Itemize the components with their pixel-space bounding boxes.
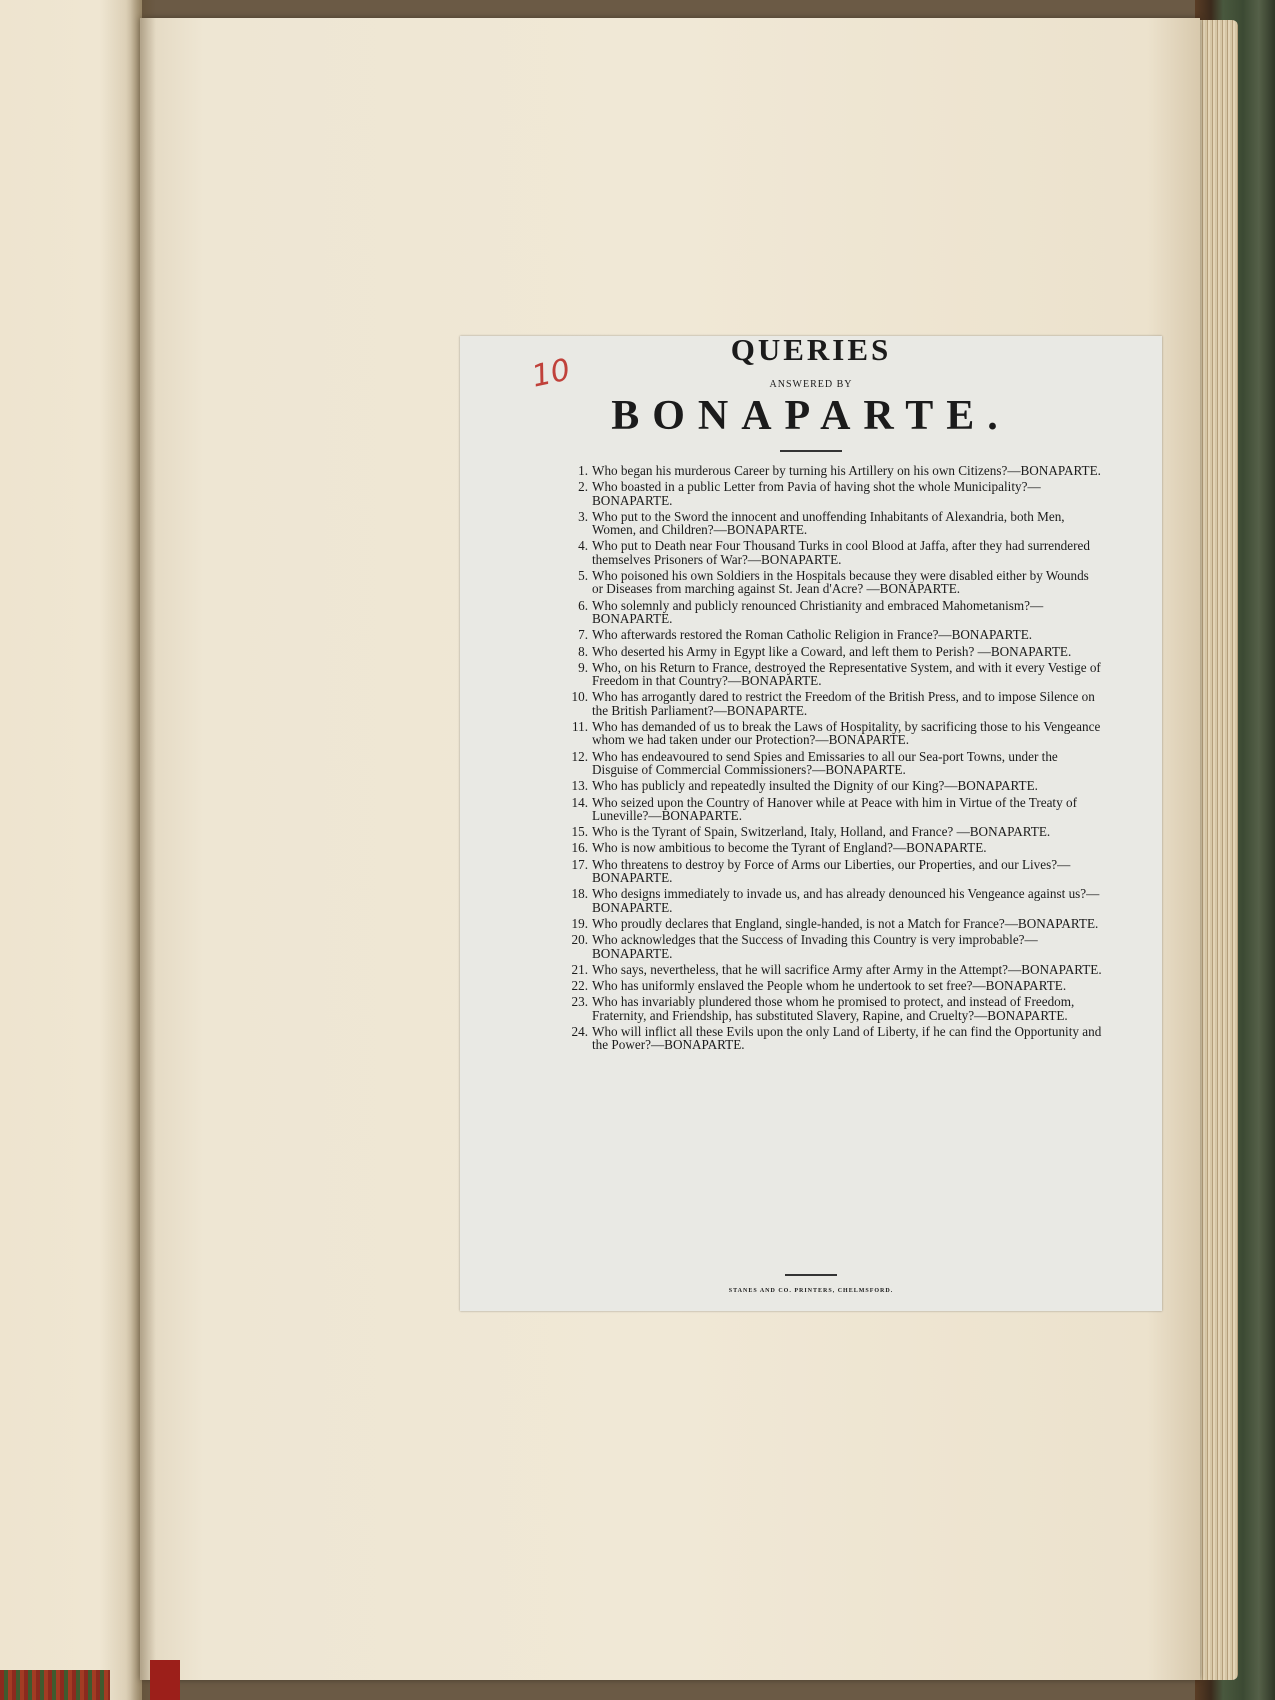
query-text: Who has invariably plundered those whom he promised to protect, and instead of Freedom, Fraternity, and Friendship, has substituted Slavery, Rapine, and Cruelty?—BONAPARTE. [592, 994, 1075, 1023]
query-number: 11. [572, 719, 588, 735]
query-number: 15. [571, 824, 588, 840]
query-number: 1. [578, 463, 588, 478]
query-item [562, 510, 1102, 537]
query-number: 20. [571, 932, 588, 948]
right-page [140, 18, 1200, 1680]
bookmark-tassel [0, 1670, 110, 1700]
query-number: 6. [578, 597, 588, 613]
query-item [562, 750, 1102, 777]
query-text: Who designs immediately to invade us, and has already denounced his Vengeance against us?—BONAPARTE. [592, 886, 1100, 915]
query-text: Who will inflict all these Evils upon the only Land of Liberty, if he can find the Opportunity and the Power?—BONAPARTE. [592, 1023, 1102, 1053]
handwritten-number: 10 [528, 352, 574, 395]
query-text: Who put to Death near Four Thousand Turks in cool Blood at Jaffa, after they had surrendered themselves Prisoners of War?—BONAPARTE. [592, 538, 1090, 567]
query-number: 5. [578, 568, 588, 584]
query-item [562, 661, 1102, 688]
broadside-subtitle: ANSWERED BY [769, 379, 853, 390]
query-item [562, 539, 1102, 566]
query-number: 3. [578, 508, 588, 524]
query-text: Who afterwards restored the Roman Catholic Religion in France?—BONAPARTE. [592, 627, 1033, 643]
query-number: 9. [578, 659, 588, 675]
query-item [562, 796, 1102, 823]
query-text: Who proudly declares that England, single-handed, is not a Match for France?—BONAPARTE. [592, 915, 1099, 931]
query-item [562, 569, 1102, 596]
footer-rule [785, 1274, 837, 1276]
query-text: Who has demanded of us to break the Laws of Hospitality, by sacrificing those to his Vengeance whom we had taken under our Protection?—BONAPARTE. [592, 719, 1101, 748]
query-number: 19. [571, 915, 588, 931]
bookmark-ribbon [150, 1660, 180, 1700]
query-number: 7. [578, 627, 588, 643]
query-item [562, 979, 1102, 992]
query-number: 12. [571, 748, 588, 764]
query-item [562, 841, 1102, 854]
query-number: 24. [571, 1023, 588, 1039]
query-text: Who says, nevertheless, that he will sacrifice Army after Army in the Attempt?—BONAPARTE. [592, 961, 1102, 977]
query-text: Who began his murderous Career by turning his Artillery on his own Citizens?—BONAPARTE. [592, 463, 1101, 478]
query-item [562, 1025, 1102, 1052]
query-text: Who has endeavoured to send Spies and Emissaries to all our Sea-port Towns, under the Disguise of Commercial Commissioners?—BONAPARTE. [592, 748, 1058, 777]
query-item [562, 779, 1102, 792]
query-number: 2. [578, 479, 588, 495]
query-item [562, 963, 1102, 976]
query-text: Who is the Tyrant of Spain, Switzerland, Italy, Holland, and France? —BONAPARTE. [592, 824, 1051, 840]
query-text: Who threatens to destroy by Force of Arms our Liberties, our Properties, and our Lives?—BONAPARTE. [592, 856, 1071, 886]
query-text: Who solemnly and publicly renounced Christianity and embraced Mahometanism?—BONAPARTE. [592, 597, 1044, 626]
query-item [562, 480, 1102, 507]
query-text: Who has arrogantly dared to restrict the Freedom of the British Press, and to impose Silence on the British Parliament?—BONAPARTE. [592, 689, 1095, 718]
query-text: Who is now ambitious to become the Tyrant of England?—BONAPARTE. [592, 840, 987, 856]
query-number: 8. [578, 643, 588, 659]
query-item [562, 887, 1102, 914]
query-text: Who poisoned his own Soldiers in the Hospitals because they were disabled either by Wounds or Diseases from marching against St. Jean d'Acre? —BONAPARTE. [592, 568, 1089, 597]
query-number: 4. [578, 538, 588, 554]
query-text: Who deserted his Army in Egypt like a Coward, and left them to Perish? —BONAPARTE. [592, 643, 1072, 659]
query-number: 16. [571, 840, 588, 856]
book-gutter [126, 0, 156, 1700]
query-text: Who acknowledges that the Success of Invading this Country is very improbable?—BONAPARTE. [592, 932, 1038, 961]
broadside-name: BONAPARTE. [611, 393, 1011, 439]
query-item [562, 720, 1102, 747]
query-item [562, 645, 1102, 658]
query-text: Who has uniformly enslaved the People whom he undertook to set free?—BONAPARTE. [592, 978, 1067, 994]
query-text: Who put to the Sword the innocent and unoffending Inhabitants of Alexandria, both Men, Women, and Children?—BONAPARTE. [592, 508, 1065, 538]
query-number: 23. [571, 994, 588, 1010]
broadside-title: QUERIES [730, 332, 892, 367]
query-number: 14. [571, 794, 588, 810]
broadside-sheet [460, 332, 1162, 1311]
query-number: 21. [571, 961, 588, 977]
printer-imprint: STANES AND CO. PRINTERS, CHELMSFORD. [728, 1288, 894, 1294]
query-number: 22. [571, 978, 588, 994]
query-item [562, 917, 1102, 930]
title-rule [780, 450, 842, 452]
query-item [562, 858, 1102, 885]
query-text: Who has publicly and repeatedly insulted the Dignity of our King?—BONAPARTE. [592, 778, 1038, 794]
query-item [562, 825, 1102, 838]
query-item [562, 464, 1102, 477]
query-number: 10. [571, 689, 588, 705]
query-text: Who, on his Return to France, destroyed the Representative System, and with it every Vestige of Freedom in that Country?—BONAPARTE. [592, 659, 1101, 689]
queries-list [562, 464, 1102, 1055]
query-text: Who boasted in a public Letter from Pavia of having shot the whole Municipality?—BONAPARTE. [592, 479, 1041, 508]
query-number: 18. [571, 886, 588, 902]
query-item [562, 628, 1102, 641]
query-text: Who seized upon the Country of Hanover while at Peace with him in Virtue of the Treaty of Luneville?—BONAPARTE. [592, 794, 1077, 823]
query-item [562, 599, 1102, 626]
query-item [562, 995, 1102, 1022]
left-page [0, 0, 142, 1700]
query-number: 13. [571, 778, 588, 794]
query-item [562, 690, 1102, 717]
query-item [562, 933, 1102, 960]
query-number: 17. [571, 856, 588, 872]
